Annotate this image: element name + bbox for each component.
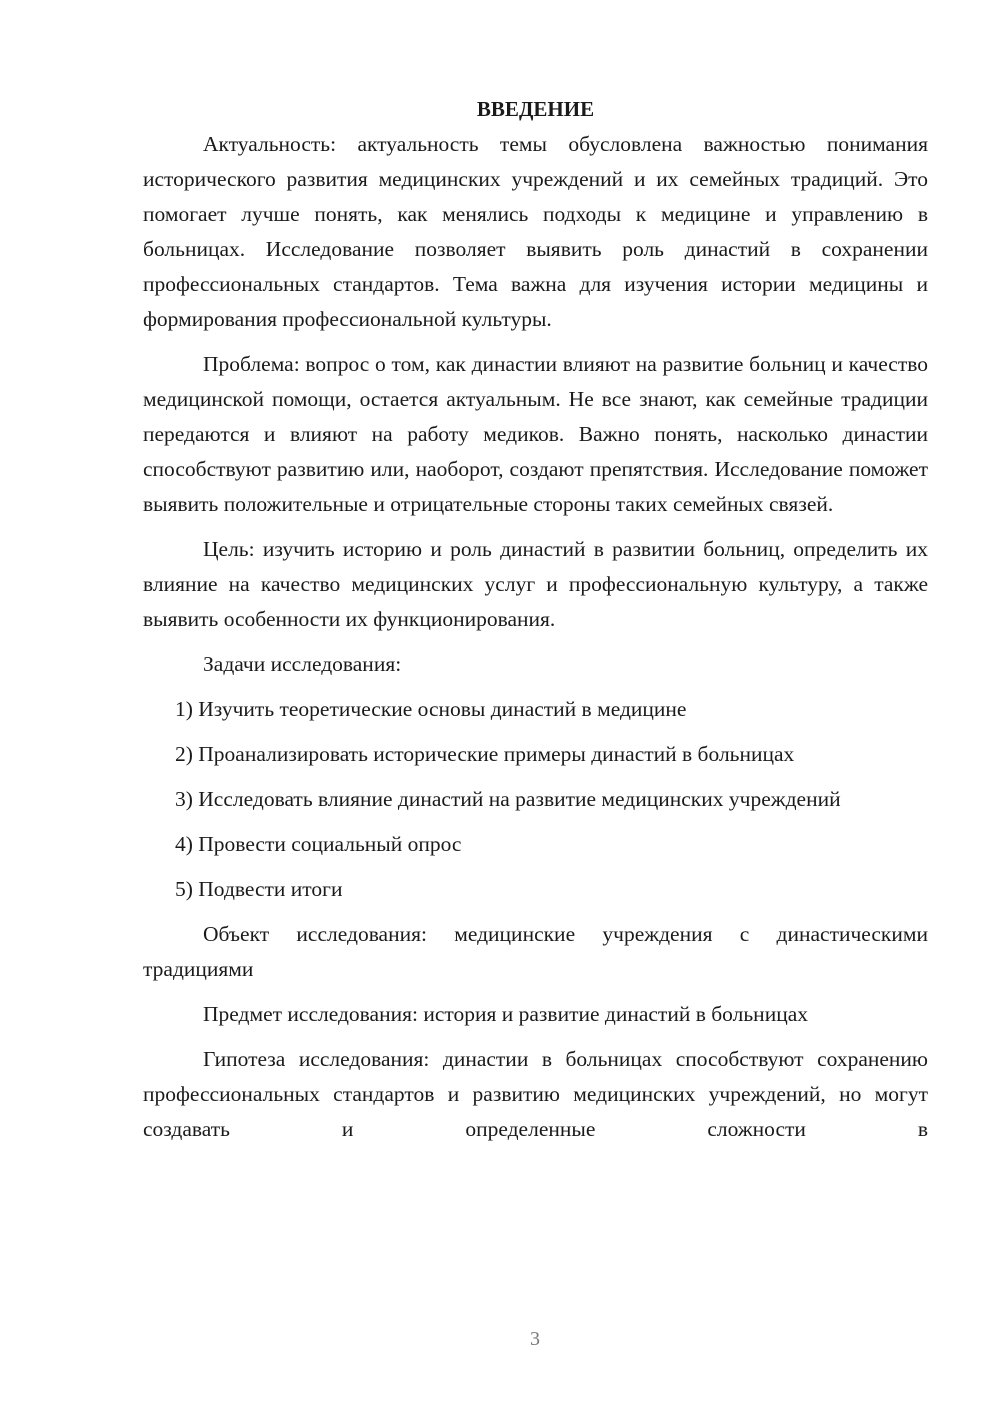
task-item: 2) Проанализировать исторические примеры династий в больницах [175, 742, 795, 766]
relevance-paragraph: Актуальность: актуальность темы обусловлена важностью понимания исторического развития медицинских учреждений и их семейных традиций. Это помогает лучше понять, как менялись подходы к медицине и управлению в больницах. Исследование позволяет выявить роль династий в сохранении профессиональных стандартов. Тема важна для изучения истории медицины и формирования профессиональной культуры. [143, 132, 928, 331]
task-item: 3) Исследовать влияние династий на развитие медицинских учреждений [175, 787, 841, 811]
page-title: ВВЕДЕНИЕ [476, 97, 595, 121]
task-item: 4) Провести социальный опрос [175, 832, 462, 856]
task-item: 1) Изучить теоретические основы династий в медицине [175, 697, 687, 721]
page-number: 3 [530, 1328, 540, 1350]
subject-paragraph: Предмет исследования: история и развитие династий в больницах [203, 1002, 808, 1026]
task-item: 5) Подвести итоги [175, 877, 343, 901]
object-paragraph: Объект исследования: медицинские учреждения с династическими традициями [143, 922, 928, 981]
document-page [143, 92, 928, 1147]
problem-paragraph: Проблема: вопрос о том, как династии влияют на развитие больниц и качество медицинской помощи, остается актуальным. Не все знают, как семейные традиции передаются и влияют на работу медиков. Важно понять, насколько династии способствуют развитию или, наоборот, создают препятствия. Исследование поможет выявить положительные и отрицательные стороны таких семейных связей. [143, 352, 928, 516]
tasks-intro: Задачи исследования: [203, 652, 402, 676]
hypothesis-paragraph: Гипотеза исследования: династии в больницах способствуют сохранению профессиональных стандартов и развитию медицинских учреждений, но могут создавать и определенные сложности в [143, 1047, 928, 1141]
goal-paragraph: Цель: изучить историю и роль династий в развитии больниц, определить их влияние на качество медицинских услуг и профессиональную культуру, а также выявить особенности их функционирования. [143, 537, 928, 631]
